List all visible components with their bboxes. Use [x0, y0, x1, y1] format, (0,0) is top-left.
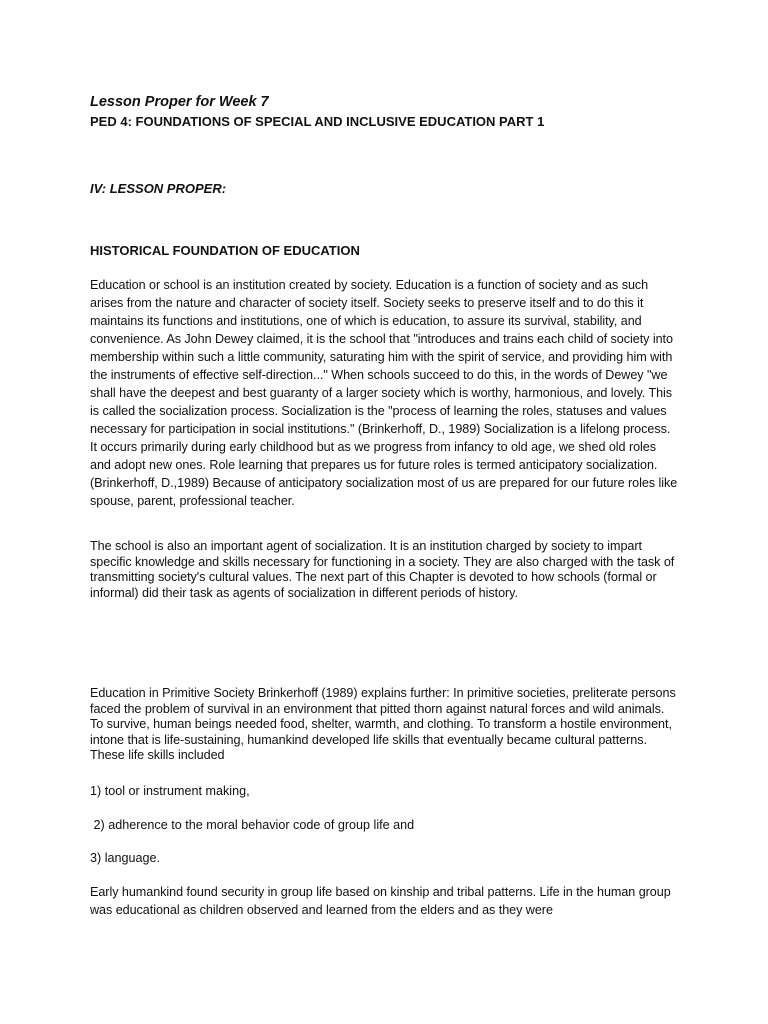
- list-item: 1) tool or instrument making,: [90, 784, 250, 798]
- paragraph-school-agent: The school is also an important agent of socialization. It is an institution charged by society to impart specific knowledge and skills necessary for functioning in a society. They are also charged with the task of transmitting society's cultural values. The next part of this Chapter is devoted to how schools (formal or informal) did their task as agents of socialization in different periods of history.: [90, 539, 675, 600]
- course-title: PED 4: FOUNDATIONS OF SPECIAL AND INCLUSIVE EDUCATION PART 1: [90, 114, 545, 129]
- list-item: 2) adherence to the moral behavior code of group life and: [90, 818, 415, 832]
- section-heading: IV: LESSON PROPER:: [90, 181, 227, 196]
- list-item: 3) language.: [90, 851, 161, 865]
- document-title: Lesson Proper for Week 7: [90, 94, 269, 110]
- paragraph-primitive-society: Education in Primitive Society Brinkerhoff (1989) explains further: In primitive societies, preliterate persons faced the problem of survival in an environment that pitted thorn against natural forces and wild animals. To survive, human beings needed food, shelter, warmth, and clothing. To transform a hostile environment, intone that is life-sustaining, humankind developed life skills that eventually became cultural patterns. These life skills included: [90, 686, 676, 762]
- historical-foundation-heading: HISTORICAL FOUNDATION OF EDUCATION: [90, 243, 360, 258]
- paragraph-early-humankind: Early humankind found security in group life based on kinship and tribal patterns. Life in the human group was educational as children observed and learned from the elders and as they were: [90, 885, 671, 917]
- paragraph-socialization: Education or school is an institution created by society. Education is a function of society and as such arises from the nature and character of society itself. Society seeks to preserve itself and to do this it maintains its functions and institutions, one of which is education, to assure its survival, stability, and convenience. As John Dewey claimed, it is the school that "introduces and trains each child of society into membership within such a little community, saturating him with the spirit of service, and providing him with the instruments of effective self-direction..." When schools succeed to do this, in the words of Dewey "we shall have the deepest and best guaranty of a larger society which is worthy, harmonious, and lovely. This is called the socialization process. Socialization is the "process of learning the roles, statuses and values necessary for participation in social institutions." (Brinkerhoff, D., 1989) Socialization is a lifelong process. It occurs primarily during early childhood but as we progress from infancy to old age, we shed old roles and adopt new ones. Role learning that prepares us for future roles is termed anticipatory socialization. (Brinkerhoff, D.,1989) Because of anticipatory socialization most of us are prepared for our future roles like spouse, parent, professional teacher.: [90, 278, 678, 508]
